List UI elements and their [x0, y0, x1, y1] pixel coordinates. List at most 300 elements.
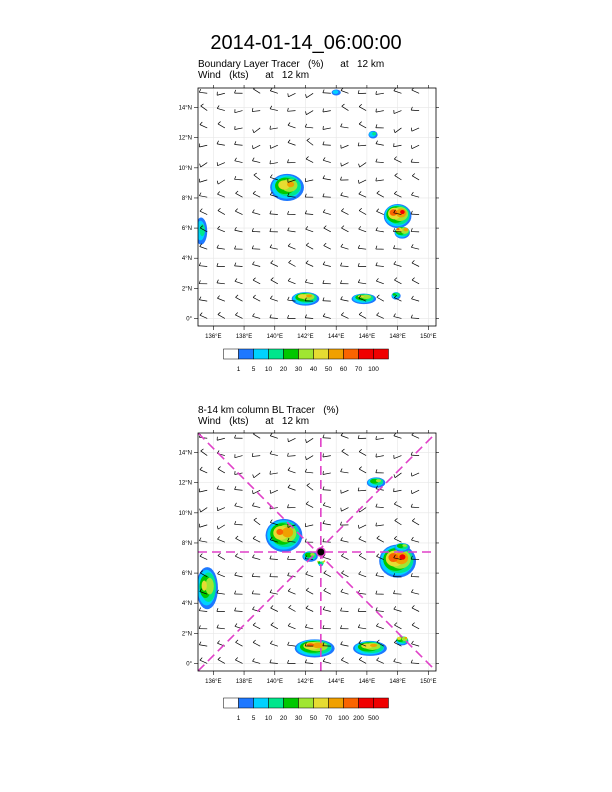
wind-barb-shaft [324, 573, 331, 577]
tracer-blob-3-level-7 [403, 228, 408, 232]
y-tick-label: 6°N [181, 571, 192, 578]
wind-barb-shaft [253, 642, 260, 646]
wind-barb-flag [376, 523, 377, 526]
wind-barb-shaft [218, 525, 225, 529]
wind-barb-shaft [341, 247, 349, 249]
wind-barb-flag [235, 572, 237, 575]
wind-barb-flag [306, 156, 308, 158]
wind-barb-flag [376, 469, 377, 472]
page-title: 2014-01-14_06:00:00 [210, 32, 402, 54]
wind-barb-flag [324, 588, 326, 590]
x-tick-label: 142°E [297, 334, 314, 340]
wind-barb-shaft [235, 230, 243, 232]
wind-barb-shaft [218, 315, 225, 319]
wind-barb-flag [235, 279, 237, 282]
wind-barb-flag [306, 243, 309, 245]
wind-barb-shaft [359, 660, 366, 664]
wind-barb-flag [306, 606, 308, 609]
wind-barb-flag [254, 173, 257, 175]
tracer-blob-8-level-2 [333, 90, 339, 94]
wind-barb-flag [359, 553, 362, 555]
wind-barb-shaft [288, 456, 296, 457]
wind-barb-flag [376, 246, 377, 249]
wind-barb-flag [217, 526, 218, 529]
wind-barb-flag [394, 659, 396, 662]
wind-barb-flag [394, 502, 396, 505]
wind-barb-flag [376, 159, 377, 162]
wind-barb-shaft [358, 490, 366, 491]
wind-barb-shaft [199, 611, 207, 612]
wind-barb-flag [253, 295, 256, 297]
wind-barb-flag [235, 657, 237, 660]
wind-barb-shaft [270, 299, 278, 302]
x-tick-label: 140°E [266, 334, 283, 340]
wind-barb-shaft [288, 591, 295, 594]
colorbar-box [329, 349, 344, 359]
wind-barb-shaft [358, 628, 366, 629]
wind-barb-shaft [412, 521, 419, 525]
wind-barb-shaft [270, 163, 278, 164]
colorbar-box [359, 698, 374, 708]
wind-barb-flag [340, 522, 341, 525]
wind-barb-shaft [412, 90, 419, 93]
x-tick-label: 146°E [358, 334, 376, 340]
wind-barb-flag [288, 278, 290, 281]
colorbar-label: 50 [324, 366, 333, 373]
wind-barb-flag [199, 608, 200, 611]
wind-barb-shaft [253, 145, 260, 149]
wind-barb-flag [235, 263, 236, 266]
wind-barb-flag [411, 315, 412, 318]
wind-barb-shaft [395, 521, 402, 525]
wind-barb-flag [235, 554, 237, 557]
wind-barb-shaft [341, 163, 348, 167]
wind-barb-shaft [217, 283, 225, 284]
wind-barb-shaft [270, 644, 278, 647]
wind-barb-flag [252, 591, 253, 594]
wind-barb-shaft [341, 435, 349, 438]
wind-barb-shaft [376, 144, 384, 145]
wind-barb-flag [270, 641, 272, 644]
wind-barb-flag [200, 658, 202, 661]
y-tick-label: 10°N [178, 510, 192, 517]
tracer-blob-2-level-6 [317, 561, 319, 563]
wind-barb-shaft [341, 127, 349, 128]
colorbar-label: 10 [264, 715, 273, 722]
wind-barb-flag [252, 210, 254, 213]
wind-barb-shaft [270, 436, 278, 439]
wind-barb-shaft [305, 127, 313, 128]
wind-barb-flag [341, 537, 343, 540]
wind-barb-flag [359, 467, 362, 469]
wind-barb-flag [341, 296, 343, 299]
wind-barb-flag [359, 164, 360, 167]
wind-barb-flag [323, 607, 325, 610]
wind-barb-shaft [235, 490, 243, 491]
wind-barb-flag [235, 158, 237, 161]
wind-barb-flag [323, 297, 324, 300]
wind-barb-shaft [395, 176, 402, 180]
panel1-title-line2: Wind (kts) at 12 km [198, 70, 310, 81]
wind-barb-shaft [217, 229, 224, 232]
wind-barb-shaft [412, 280, 419, 284]
wind-barb-flag [359, 104, 362, 106]
wind-barb-flag [394, 606, 396, 609]
wind-barb-shaft [252, 506, 260, 508]
wind-barb-flag [253, 474, 254, 477]
wind-barb-shaft [270, 473, 278, 474]
wind-barb-shaft [394, 625, 401, 629]
wind-barb-shaft [235, 575, 243, 577]
wind-barb-shaft [394, 280, 401, 284]
wind-barb-flag [411, 296, 413, 299]
wind-barb-flag [288, 122, 290, 125]
wind-barb-flag [252, 228, 253, 231]
wind-barb-flag [411, 589, 413, 592]
wind-barb-flag [271, 606, 273, 609]
wind-barb-shaft [412, 128, 419, 131]
tracer-blob-5-level-5 [376, 479, 381, 482]
wind-barb-flag [235, 624, 237, 627]
wind-barb-shaft [252, 111, 260, 112]
wind-barb-flag [288, 556, 289, 559]
wind-barb-shaft [199, 300, 207, 301]
wind-barb-shaft [288, 438, 295, 442]
tracer-blob-8-level-7 [405, 637, 408, 639]
wind-barb-shaft [217, 438, 225, 440]
wind-barb-flag [200, 313, 202, 316]
wind-barb-flag [376, 623, 378, 626]
wind-barb-flag [323, 157, 325, 160]
wind-barb-flag [341, 589, 343, 592]
wind-barb-flag [323, 280, 324, 283]
wind-barb-flag [270, 660, 271, 663]
wind-barb-shaft [200, 180, 208, 182]
wind-barb-flag [218, 312, 221, 314]
wind-barb-flag [358, 245, 359, 248]
wind-barb-flag [358, 488, 359, 491]
wind-barb-shaft [218, 211, 225, 215]
wind-barb-flag [288, 108, 289, 111]
colorbar-box [299, 349, 314, 359]
tracer-blob-7-level-4 [393, 293, 396, 296]
wind-barb-shaft [305, 525, 313, 527]
wind-barb-flag [341, 469, 343, 472]
colorbar-label: 1 [236, 715, 241, 722]
colorbar-label: 10 [264, 366, 273, 373]
y-tick-label: 0° [186, 316, 192, 323]
wind-barb-shaft [217, 593, 225, 594]
wind-barb-shaft [200, 660, 207, 663]
colorbar-box [254, 698, 269, 708]
wind-barb-flag [270, 590, 272, 593]
wind-barb-shaft [200, 246, 208, 249]
wind-barb-shaft [324, 246, 331, 250]
wind-barb-flag [411, 504, 412, 507]
wind-barb-flag [306, 261, 308, 264]
x-tick-label: 138°E [235, 334, 253, 340]
wind-barb-flag [341, 553, 343, 556]
wind-barb-shaft [323, 505, 331, 507]
wind-barb-shaft [235, 111, 243, 113]
wind-barb-flag [270, 573, 271, 576]
wind-barb-flag [288, 315, 289, 318]
wind-barb-shaft [306, 263, 313, 266]
wind-barb-flag [324, 226, 327, 228]
wind-barb-shaft [270, 91, 278, 94]
wind-barb-shaft [254, 520, 260, 525]
wind-barb-flag [217, 641, 219, 644]
wind-barb-flag [288, 438, 289, 441]
wind-barb-flag [393, 590, 394, 593]
wind-barb-flag [199, 193, 201, 196]
wind-barb-flag [253, 623, 255, 625]
wind-barb-flag [323, 625, 324, 628]
colorbar-box [224, 349, 239, 359]
x-tick-label: 146°E [358, 679, 376, 685]
x-tick-label: 148°E [389, 334, 406, 340]
wind-barb-flag [199, 625, 200, 628]
wind-barb-shaft [412, 145, 419, 148]
wind-barb-shaft [253, 280, 260, 284]
wind-barb-shaft [341, 573, 348, 577]
wind-barb-shaft [305, 282, 313, 284]
wind-barb-shaft [306, 574, 314, 577]
wind-barb-shaft [341, 90, 349, 93]
wind-barb-flag [253, 278, 255, 280]
wind-barb-flag [341, 163, 342, 166]
wind-barb-flag [359, 191, 361, 194]
wind-barb-flag [323, 313, 325, 316]
wind-barb-flag [323, 538, 324, 541]
wind-barb-flag [217, 537, 219, 540]
wind-barb-flag [289, 260, 292, 262]
wind-barb-shaft [358, 145, 366, 146]
wind-barb-flag [411, 244, 413, 247]
wind-barb-shaft [217, 298, 224, 301]
wind-barb-shaft [235, 128, 243, 130]
tracer-blob-0-level-8 [276, 529, 283, 535]
wind-barb-flag [323, 89, 324, 92]
wind-barb-shaft [253, 297, 260, 301]
wind-barb-flag [411, 228, 412, 231]
wind-barb-flag [323, 502, 325, 505]
wind-barb-shaft [323, 160, 331, 162]
wind-barb-shaft [201, 163, 208, 167]
wind-barb-shaft [218, 180, 225, 184]
wind-barb-flag [288, 93, 289, 96]
wind-barb-flag [358, 608, 359, 611]
wind-barb-flag [270, 211, 271, 214]
wind-barb-shaft [252, 661, 260, 663]
wind-barb-shaft [252, 264, 260, 266]
wind-barb-shaft [376, 93, 384, 94]
x-tick-label: 136°E [205, 679, 222, 685]
wind-barb-flag [341, 641, 343, 644]
wind-barb-flag [235, 521, 236, 524]
wind-barb-shaft [340, 266, 348, 267]
colorbar-box [359, 349, 374, 359]
wind-barb-flag [323, 142, 324, 145]
y-tick-label: 8°N [181, 540, 192, 547]
wind-barb-flag [340, 608, 341, 611]
wind-barb-shaft [252, 212, 260, 214]
wind-barb-flag [252, 453, 253, 456]
wind-barb-shaft [235, 211, 242, 214]
wind-barb-flag [288, 485, 290, 488]
tracer-blob-2-level-7 [324, 560, 326, 562]
wind-barb-flag [200, 122, 202, 125]
wind-barb-shaft [307, 485, 313, 490]
wind-barb-flag [270, 296, 272, 299]
wind-barb-shaft [289, 608, 296, 612]
x-tick-label: 150°E [420, 679, 437, 685]
wind-barb-flag [252, 262, 254, 265]
wind-barb-flag [253, 129, 254, 132]
wind-barb-shaft [359, 180, 366, 184]
wind-barb-shaft [271, 608, 278, 611]
wind-barb-flag [236, 191, 239, 193]
wind-barb-flag [377, 191, 380, 193]
wind-barb-shaft [270, 454, 278, 456]
wind-barb-flag [217, 106, 219, 109]
wind-barb-shaft [235, 611, 243, 612]
wind-barb-shaft [253, 194, 260, 198]
wind-barb-flag [200, 554, 202, 557]
wind-barb-shaft [200, 556, 207, 559]
wind-barb-shaft [288, 111, 296, 112]
wind-barb-flag [394, 278, 397, 280]
wind-barb-shaft [271, 625, 278, 629]
wind-barb-flag [376, 607, 377, 610]
wind-barb-shaft [341, 508, 348, 512]
wind-barb-flag [235, 435, 236, 438]
wind-barb-flag [271, 278, 274, 280]
wind-barb-flag [201, 104, 204, 106]
panel1-title-line1: Boundary Layer Tracer (%) at 12 km [198, 59, 385, 70]
wind-barb-shaft [200, 525, 208, 527]
wind-barb-flag [252, 246, 253, 249]
colorbar-label: 20 [279, 366, 288, 373]
wind-barb-shaft [412, 435, 419, 438]
wind-barb-flag [288, 642, 290, 645]
wind-barb-flag [270, 520, 272, 523]
wind-barb-shaft [376, 231, 384, 232]
wind-barb-flag [411, 660, 412, 663]
wind-barb-flag [394, 536, 396, 539]
wind-barb-flag [288, 453, 289, 456]
wind-barb-flag [341, 508, 342, 511]
wind-barb-shaft [306, 438, 313, 442]
wind-barb-flag [235, 312, 237, 315]
wind-barb-flag [288, 623, 290, 626]
wind-barb-flag [235, 246, 236, 249]
wind-barb-shaft [376, 111, 384, 113]
wind-barb-flag [217, 263, 218, 266]
wind-barb-shaft [342, 106, 349, 110]
wind-barb-shaft [306, 590, 313, 594]
wind-barb-flag [393, 245, 394, 248]
wind-barb-shaft [252, 316, 260, 318]
wind-barb-flag [359, 571, 361, 574]
wind-barb-shaft [235, 281, 243, 283]
wind-barb-shaft [341, 472, 349, 473]
wind-barb-shaft [393, 594, 401, 595]
wind-barb-flag [288, 660, 289, 663]
colorbar-box [284, 349, 299, 359]
wind-barb-flag [200, 467, 202, 470]
wind-barb-flag [199, 89, 200, 92]
wind-barb-flag [376, 658, 378, 661]
wind-barb-flag [254, 518, 257, 520]
wind-barb-shaft [376, 660, 383, 663]
wind-barb-flag [252, 503, 254, 506]
wind-barb-shaft [201, 508, 208, 512]
wind-barb-flag [253, 536, 255, 538]
panel-1 [179, 85, 439, 373]
colorbar-label: 70 [324, 715, 333, 722]
y-tick-label: 12°N [178, 135, 192, 142]
wind-barb-flag [394, 623, 397, 625]
wind-barb-shaft [323, 438, 331, 439]
y-tick-label: 12°N [178, 480, 192, 487]
wind-barb-flag [235, 209, 237, 212]
wind-barb-shaft [359, 229, 366, 232]
wind-barb-flag [411, 537, 413, 540]
colorbar-box [269, 349, 284, 359]
wind-barb-shaft [305, 627, 313, 629]
wind-barb-shaft [288, 125, 296, 128]
wind-barb-flag [411, 159, 412, 162]
wind-barb-shaft [254, 175, 260, 180]
wind-barb-shaft [359, 124, 366, 128]
wind-barb-flag [235, 176, 236, 179]
tracer-blob-5-level-6 [298, 294, 307, 299]
wind-barb-flag [412, 260, 414, 262]
wind-barb-flag [306, 588, 309, 590]
tracer-field [195, 90, 412, 306]
tracer-blob-9-level-5 [402, 544, 406, 547]
wind-barb-flag [412, 605, 414, 607]
tracer-blob-6-level-7 [312, 643, 324, 648]
wind-barb-shaft [218, 660, 225, 664]
colorbar-box [239, 698, 254, 708]
wind-barb-shaft [359, 539, 366, 542]
wind-barb-flag [217, 181, 218, 184]
wind-barb-flag [252, 108, 253, 111]
wind-barb-shaft [235, 660, 242, 663]
wind-barb-flag [218, 122, 221, 124]
wind-barb-shaft [217, 144, 225, 145]
wind-barb-shaft [359, 107, 366, 111]
wind-barb-shaft [288, 470, 296, 473]
wind-barb-shaft [199, 196, 207, 198]
wind-barb-shaft [376, 456, 384, 458]
wind-barb-shaft [217, 248, 225, 249]
wind-barb-flag [218, 657, 221, 659]
wind-barb-flag [288, 159, 289, 162]
y-tick-label: 2°N [181, 286, 192, 293]
wind-barb-shaft [236, 297, 243, 301]
wind-barb-flag [359, 657, 362, 659]
wind-barb-flag [323, 262, 325, 265]
wind-barb-flag [376, 278, 378, 281]
x-tick-label: 144°E [327, 334, 345, 340]
wind-barb-shaft [341, 228, 348, 232]
wind-barb-flag [252, 313, 254, 316]
wind-barb-shaft [270, 559, 278, 560]
wind-barb-flag [217, 296, 219, 299]
